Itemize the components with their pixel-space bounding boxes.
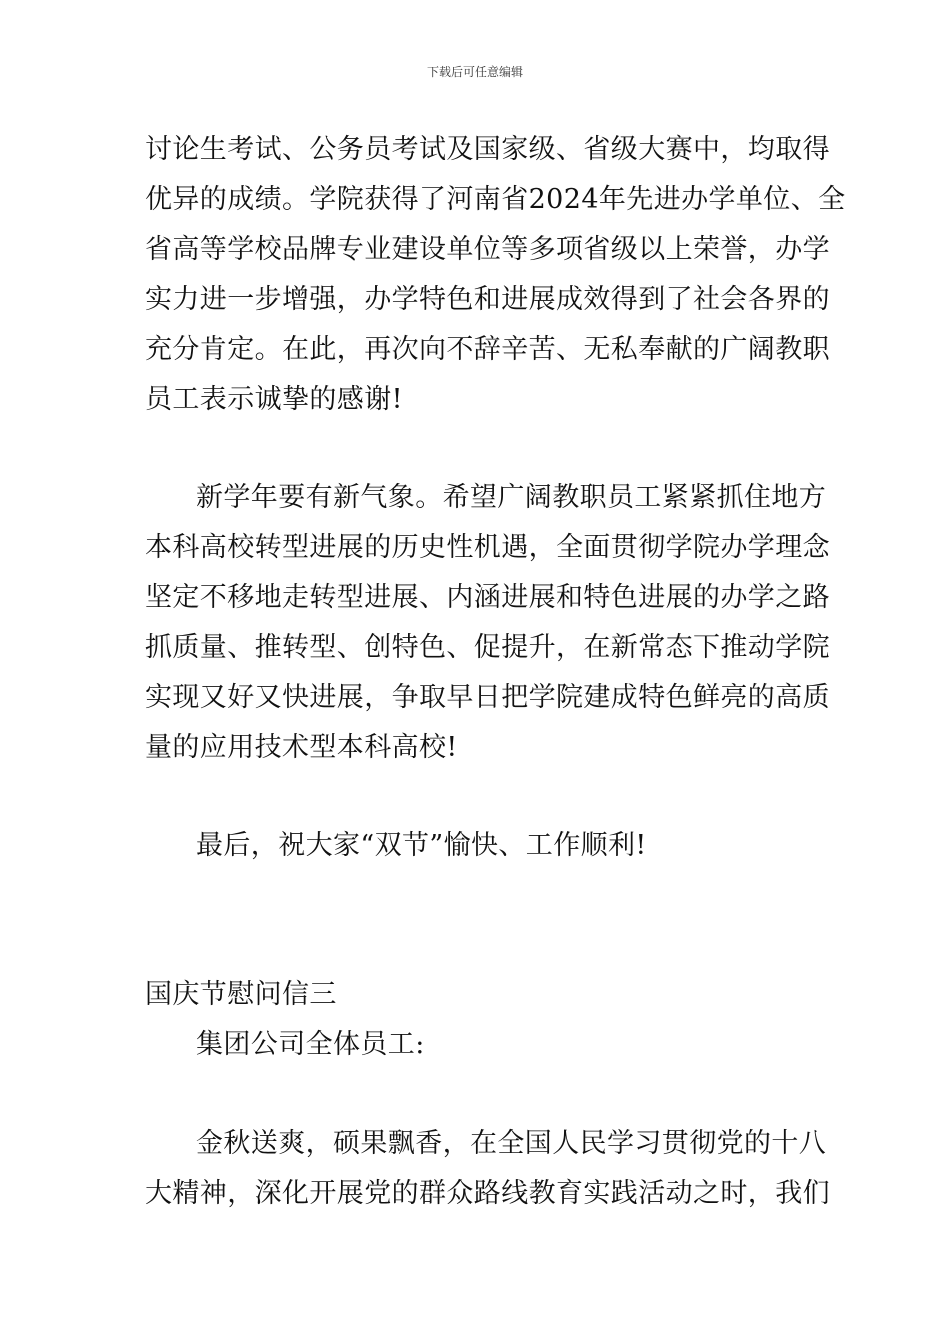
paragraph-line: 大精神，深化开展党的群众路线教育实践活动之时，我们 (145, 1178, 830, 1209)
paragraph-line: 充分肯定。在此，再次向不辞辛苦、无私奉献的广阔教职 (145, 334, 830, 365)
paragraph-line: 抓质量、推转型、创特色、促提升，在新常态下推动学院 (145, 632, 830, 663)
paragraph-line: 金秋送爽，硕果飘香，在全国人民学习贯彻党的十八 (196, 1128, 827, 1159)
paragraph-line: 坚定不移地走转型进展、内涵进展和特色进展的办学之路 (145, 582, 830, 613)
page-header-note: 下载后可任意编辑 (426, 65, 523, 79)
paragraph-line: 讨论生考试、公务员考试及国家级、省级大赛中，均取得 (145, 134, 830, 165)
paragraph-line: 优异的成绩。学院获得了河南省2024年先进办学单位、全 (145, 184, 846, 215)
paragraph-line: 本科高校转型进展的历史性机遇，全面贯彻学院办学理念 (145, 532, 830, 563)
paragraph-line: 新学年要有新气象。希望广阔教职员工紧紧抓住地方 (196, 482, 827, 513)
closing-wishes: 最后，祝大家“双节”愉快、工作顺利! (196, 830, 647, 861)
salutation: 集团公司全体员工: (196, 1029, 425, 1060)
paragraph-line: 量的应用技术型本科高校! (145, 732, 458, 763)
paragraph-line: 实现又好又快进展，争取早日把学院建成特色鲜亮的高质 (145, 682, 830, 713)
paragraph-line: 省高等学校品牌专业建设单位等多项省级以上荣誉，办学 (145, 234, 830, 265)
paragraph-line: 实力进一步增强，办学特色和进展成效得到了社会各界的 (145, 284, 830, 315)
section-title: 国庆节慰问信三 (145, 979, 337, 1010)
paragraph-line: 员工表示诚挚的感谢! (145, 384, 403, 415)
